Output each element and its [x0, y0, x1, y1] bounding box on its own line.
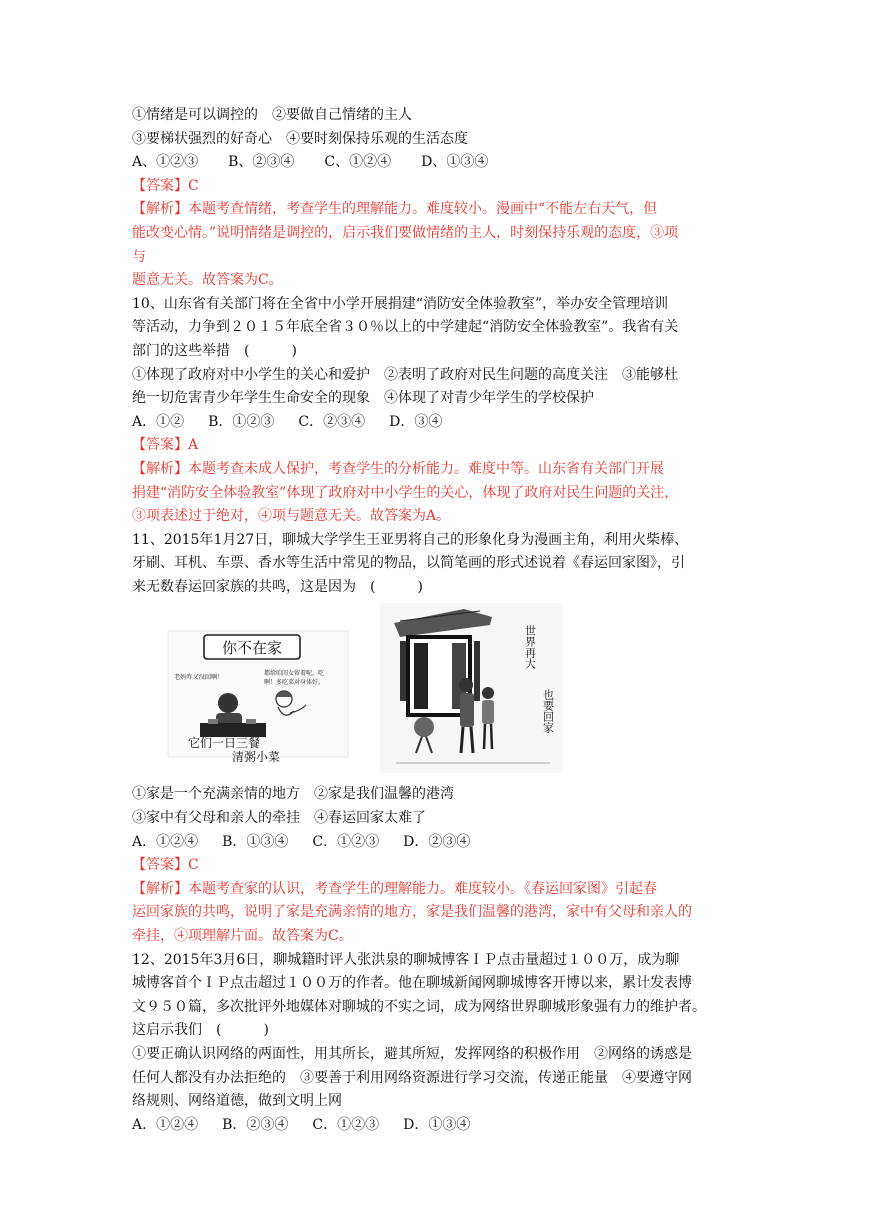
q10-option-a: A．①②: [132, 413, 185, 430]
q11-analysis-line-1: 【解析】本题考查家的认识，考查学生的理解能力。难度较小。《春运回家图》引起春: [132, 880, 657, 897]
q9-option-d: D、①③④: [421, 154, 489, 171]
q9-options: [132, 151, 744, 175]
q12-statements-line-3: 络规则、网络道德，做到文明上网: [132, 1093, 342, 1110]
q10-statements-line-2: 绝一切危害青少年学生生命安全的现象 ④体现了对青少年学生的学校保护: [132, 390, 594, 407]
q12-stem-line-1: 12、2015年3月6日，聊城籍时评人张洪泉的聊城博客ＩＰ点击量超过１００万，成为聊: [132, 951, 680, 968]
q10-analysis-line-3: ③项表述过于绝对，④项与题意无关。故答案为A。: [132, 508, 451, 525]
comic1-table: [200, 723, 266, 737]
q10-option-b: B．①②③: [208, 413, 275, 430]
question-11: [132, 529, 744, 949]
question-9: [132, 104, 744, 293]
comic-come-home: [380, 603, 562, 773]
q11-answer: 【答案】C: [132, 857, 199, 874]
q9-analysis-line-3: 与: [132, 248, 146, 265]
q12-option-c: C．①②③: [312, 1116, 380, 1133]
q12-statements-line-2: 任何人都没有办法拒绝的 ③要善于利用网络资源进行学习交流，传递正能量 ④要遵守网: [132, 1069, 692, 1086]
q11-statement-2: ③家中有父母和亲人的牵挂 ④春运回家太难了: [132, 810, 426, 827]
q12-options: [132, 1114, 744, 1138]
q11-analysis-line-2: 运回家族的共鸣，说明了家是充满亲情的地方，家是我们温馨的港湾，家中有父母和亲人的: [132, 904, 692, 921]
comic2-figure-adult-head: [459, 678, 473, 692]
q9-analysis-line-4: 题意无关。故答案为C。: [132, 272, 283, 289]
q9-statement-2: ③要梯状强烈的好奇心 ④要时刻保持乐观的生活态度: [132, 130, 468, 147]
q10-statements-line-1: ①体现了政府对中小学生的关心和爱护 ②表明了政府对民生问题的高度关注 ③能够杜: [132, 366, 678, 383]
comic2-figure-child-head: [482, 687, 494, 699]
q10-analysis-line-2: 捐建“消防安全体验教室”体现了政府对中小学生的关心，体现了政府对民生问题的关注，: [132, 484, 679, 501]
q9-option-a: A、①②③: [132, 154, 199, 171]
question-10: [132, 293, 744, 529]
comic1-caption-1: 它们一日三餐: [188, 736, 261, 751]
q10-option-c: C．②③④: [298, 413, 366, 430]
q11-stem-line-3: 来无数春运回家族的共鸣，这是因为 ( ): [132, 578, 423, 595]
comic1-caption-2: 清粥小菜: [232, 750, 281, 765]
q11-stem-line-1: 11、2015年1月27日，聊城大学学生王亚男将自己的形象化身为漫画主角，利用火柴棒、: [132, 531, 689, 548]
q11-option-b: B．①③④: [222, 833, 289, 850]
comic2-side-text-1: 世界再大: [523, 625, 537, 670]
comic1-bubble-right-1: 都给咱闺女留着呢，吃: [264, 670, 325, 678]
q11-option-a: A．①②④: [132, 833, 199, 850]
q10-stem-line-2: 等活动，力争到２０１５年底全省３０％以上的中学建起“消防安全体验教室”。我省有关: [132, 319, 679, 336]
comic1-bubble-left: 老妈咋又没回啊！: [174, 674, 224, 682]
q12-stem-line-3: 文９５０篇，多次批评外地媒体对聊城的不实之词，成为网络世界聊城形象强有力的维护者。: [132, 998, 706, 1015]
q9-analysis-line-2: 能改变心情。”说明情绪是调控的，启示我们要做情绪的主人，时刻保持乐观的态度，③项: [132, 224, 679, 241]
q10-answer: 【答案】A: [132, 437, 199, 454]
q12-stem-line-2: 城博客首个ＩＰ点击超过１００万的作者。他在聊城新闻网聊城博客开博以来，累计发表博: [132, 975, 692, 992]
q9-analysis-line-1: 【解析】本题考查情绪，考查学生的理解能力。难度较小。漫画中“不能左右天气，但: [132, 201, 658, 218]
q10-stem-line-1: 10、山东省有关部门将在全省中小学开展捐建“消防安全体验教室”，举办安全管理培训: [132, 295, 669, 312]
q10-options: [132, 411, 744, 435]
q12-option-a: A．①②④: [132, 1116, 199, 1133]
q11-stem-line-2: 牙刷、耳机、车票、香水等生活中常见的物品，以简笔画的形式述说着《春运回家图》，引: [132, 555, 685, 572]
q12-option-b: B．②③④: [222, 1116, 289, 1133]
q10-option-d: D．③④: [389, 413, 443, 430]
q9-statement-1: ①情绪是可以调控的 ②要做自己情绪的主人: [132, 107, 412, 123]
q9-answer: 【答案】C: [132, 177, 199, 194]
q11-options: [132, 831, 744, 855]
document-content: [132, 104, 744, 1137]
question-12: [132, 949, 744, 1138]
q11-analysis-line-3: 牵挂，④项理解片面。故答案为C。: [132, 928, 353, 945]
q11-option-c: C．①②③: [312, 833, 380, 850]
q9-option-b: B、②③④: [228, 154, 295, 171]
q11-statement-1: ①家是一个充满亲情的地方 ②家是我们温馨的港湾: [132, 786, 454, 803]
q12-stem-line-4: 这启示我们 ( ): [132, 1022, 269, 1039]
comic1-title: 你不在家: [221, 639, 283, 658]
comic2-side-text-2: 也要回家: [541, 689, 555, 734]
q10-stem-line-3: 部门的这些举措 ( ): [132, 342, 297, 359]
q11-comic-illustrations: [132, 613, 744, 779]
comic-you-are-not-home: [160, 623, 356, 765]
q11-option-d: D．②③④: [403, 833, 471, 850]
q12-option-d: D．①③④: [403, 1116, 471, 1133]
q12-statements-line-1: ①要正确认识网络的两面性，用其所长，避其所短，发挥网络的积极作用 ②网络的诱惑是: [132, 1046, 692, 1062]
q10-analysis-line-1: 【解析】本题考查未成人保护，考查学生的分析能力。难度中等。山东省有关部门开展: [132, 460, 664, 477]
q9-option-c: C、①②④: [324, 154, 392, 171]
comic1-figure-head: [218, 693, 238, 713]
comic1-bubble-right-2: 啊！多吃菜对身体好。: [264, 679, 325, 687]
